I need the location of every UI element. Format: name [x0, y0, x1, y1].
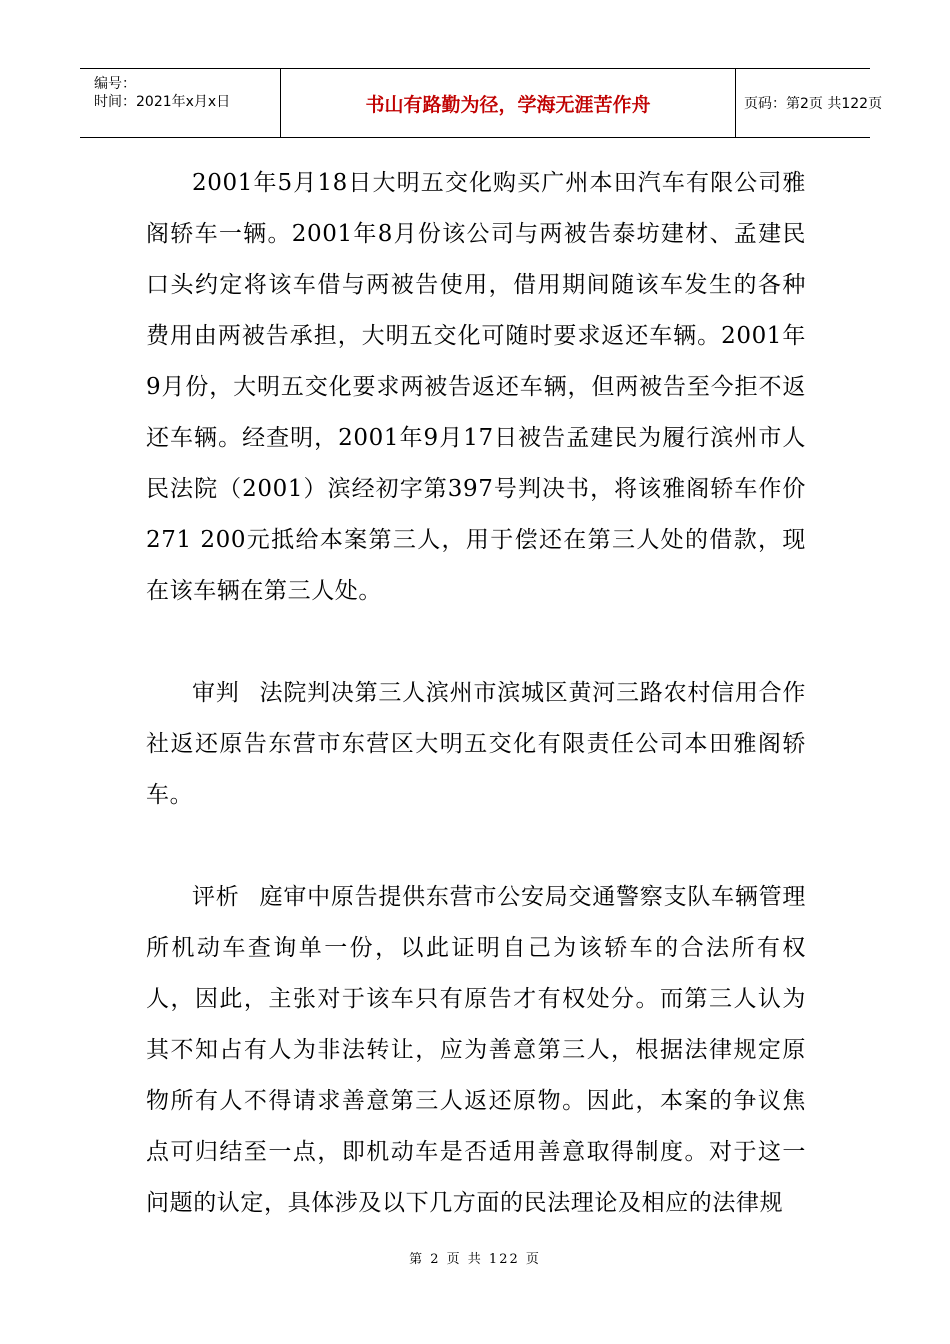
paragraph-spacer [146, 821, 806, 872]
header-meta [80, 69, 280, 137]
analysis-text: 庭审中原告提供东营市公安局交通警察支队车辆管理所机动车查询单一份，以此证明自己为该轿车的合法所有权人，因此，主张对于该车只有原告才有权处分。而第三人认为其不知占有人为非法转让，应为善意第三人，根据法律规定原物所有人不得请求善意第三人返还原物。因此，本案的争议焦点可归结至一点，即机动车是否适用善意取得制度。对于这一问题的认定，具体涉及以下几方面的民法理论及相应的法律规 [146, 884, 806, 1216]
paragraph-judgment [146, 668, 806, 821]
header-motto: 书山有路勤为径，学海无涯苦作舟 [365, 93, 651, 116]
document-time-label: 时间：2021年x月x日 [94, 94, 231, 110]
header-page-info-cell [736, 69, 883, 137]
judgment-text: 法院判决第三人滨州市滨城区黄河三路农村信用合作社返还原告东营市东营区大明五交化有限责任公司本田雅阁轿车。 [146, 680, 806, 808]
paragraph-spacer [146, 617, 806, 668]
page-header [80, 68, 883, 138]
judgment-lead: 审判 [192, 680, 240, 706]
header-page-info: 页码：第2页 共122页 [744, 96, 883, 112]
paragraph-analysis [146, 872, 806, 1229]
paragraph-facts: 2001年5月18日大明五交化购买广州本田汽车有限公司雅阁轿车一辆。2001年8月份该公司与两被告泰坊建材、孟建民口头约定将该车借与两被告使用，借用期间随该车发生的各种费用由两被告承担，大明五交化可随时要求返还车辆。2001年9月份，大明五交化要求两被告返还车辆，但两被告至今拒不返还车辆。经查明，2001年9月17日被告孟建民为履行滨州市人民法院（2001）滨经初字第397号判决书，将该雅阁轿车作价271 200元抵给本案第三人，用于偿还在第三人处的借款，现在该车辆在第三人处。 [146, 170, 806, 604]
document-number-label: 编号： [94, 76, 136, 92]
document-body [146, 158, 806, 1229]
header-motto-cell [280, 69, 736, 137]
page-footer: 第 2 页 共 122 页 [409, 1252, 541, 1267]
analysis-lead: 评析 [192, 884, 240, 910]
